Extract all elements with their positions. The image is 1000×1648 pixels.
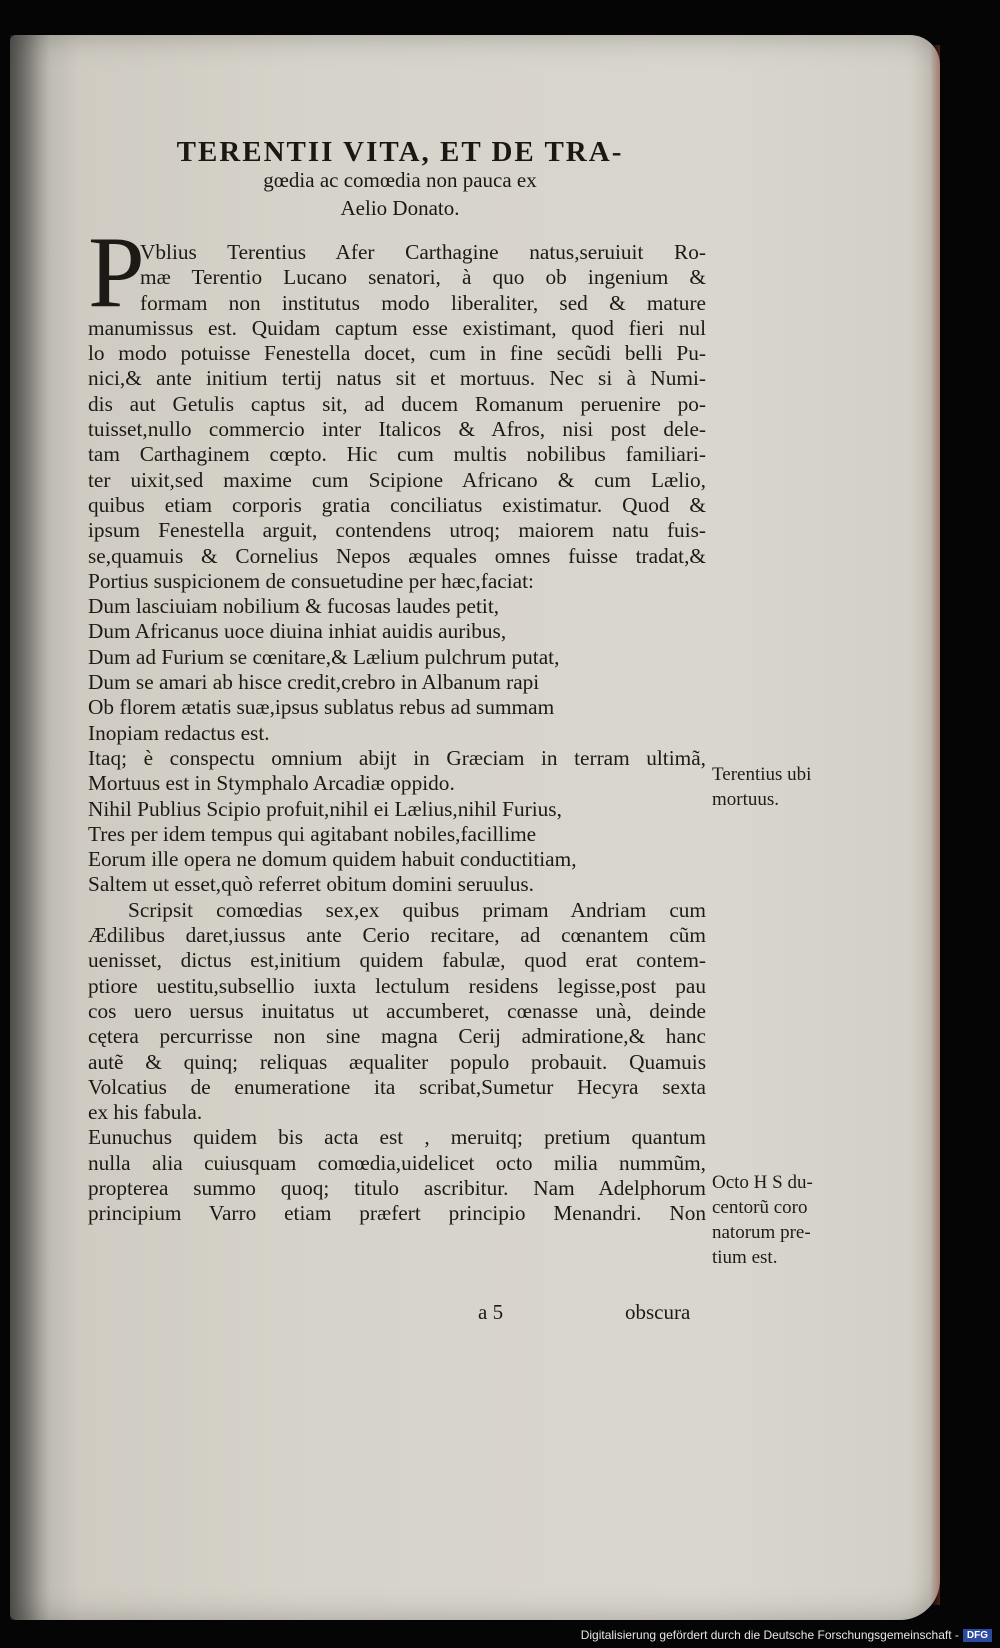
margin-note-line: natorum pre- — [712, 1222, 811, 1243]
text-line: quibus etiam corporis gratia conciliatus existimatur. Quod & — [88, 492, 706, 517]
verse-line: Tres per idem tempus qui agitabant nobiles,facillime — [88, 821, 537, 846]
margin-note-line: centorũ coro — [712, 1197, 808, 1218]
main-text-block — [88, 240, 706, 1227]
funding-footer — [581, 1626, 992, 1644]
verse-line: Eorum ille opera ne domum quidem habuit conductitiam, — [88, 847, 577, 872]
margin-note-line: tium est. — [712, 1247, 778, 1268]
verse-line: Itaq; è conspectu omnium abijt in Græciam in terram ultimã, — [88, 745, 706, 770]
text-line: nulla alia cuiusquam comœdia,uidelicet octo milia nummũm, — [88, 1150, 706, 1175]
margin-note-line: Octo H S du- — [712, 1172, 813, 1193]
text-line: tam Carthaginem cœpto. Hic cum multis nobilibus familiari- — [88, 442, 706, 467]
text-line: nici,& ante initium tertij natus sit et mortuus. Nec si à Numi- — [88, 366, 706, 391]
verse-line: Dum lasciuiam nobilium & fucosas laudes petit, — [88, 594, 500, 619]
text-line: Ædilibus daret,iussus ante Cerio recitare, ad cœnantem cũm — [88, 923, 706, 948]
gutter-shadow — [10, 35, 50, 1620]
margin-note-line: mortuus. — [712, 789, 780, 810]
text-line: autẽ & quinq; reliquas æqualiter populo probauit. Quamuis — [88, 1049, 706, 1074]
text-line: lo modo potuisse Fenestella docet, cum in fine secũdi belli Pu- — [88, 341, 706, 366]
text-line: Eunuchus quidem bis acta est , meruitq; pretium quantum — [88, 1125, 706, 1150]
text-line: se,quamuis & Cornelius Nepos æquales omnes fuisse tradat,& — [88, 543, 706, 568]
dfg-logo: DFG — [963, 1629, 992, 1642]
text-line: propterea summo quoq; titulo ascribitur. Nam Adelphorum — [88, 1175, 706, 1200]
text-line: ex his fabula. — [88, 1100, 203, 1125]
verse-line: Ob florem ætatis suæ,ipsus sublatus rebus ad summam — [88, 695, 555, 720]
page-title-line-1: TERENTII VITA, ET DE TRA- — [176, 136, 624, 168]
text-line: mæ Terentio Lucano senatori, à quo ob ingenium & — [140, 265, 706, 290]
text-line: Volcatius de enumeratione ita scribat,Sumetur Hecyra sexta — [88, 1074, 706, 1099]
text-line: Scripsit comœdias sex,ex quibus primam Andriam cum — [128, 897, 706, 922]
text-line: tuisset,nullo commercio inter Italicos & Afros, nisi post dele- — [88, 417, 706, 442]
verse-line: Saltem ut esset,quò referret obitum domini seruulus. — [88, 872, 534, 897]
signature-mark: a 5 — [478, 1300, 504, 1324]
text-line: manumissus est. Quidam captum esse existimant, quod fieri nul — [88, 315, 706, 340]
text-line: cos uero uersus inuitatus ut accumberet, cœnasse unà, deinde — [88, 998, 706, 1023]
verse-line: Inopiam redactus est. — [88, 720, 270, 745]
page-title-line-2: gœdia ac comœdia non pauca ex — [263, 168, 537, 192]
text-line: ptiore uestitu,subsellio iuxta lectulum residens legisse,post pau — [88, 973, 706, 998]
text-line: Portius suspicionem de consuetudine per hæc,faciat: — [88, 568, 534, 593]
text-line: principium Varro etiam præfert principio Menandri. Non — [88, 1201, 706, 1226]
text-line: ipsum Fenestella arguit, contendens utroq; maiorem natu fuis- — [88, 518, 706, 543]
verse-line: Dum Africanus uoce diuina inhiat auidis auribus, — [88, 619, 507, 644]
text-line: uenisset, dictus est,initium quidem fabulæ, quod erat contem- — [88, 948, 706, 973]
funding-text: Digitalisierung gefördert durch die Deutsche Forschungsgemeinschaft - — [580, 1628, 959, 1642]
text-line: cętera percurrisse non sine magna Cerij admiratione,& hanc — [88, 1024, 706, 1049]
catchword: obscura — [625, 1300, 691, 1324]
drop-capital: P — [88, 216, 145, 329]
text-line: formam non institutus modo liberaliter, sed & mature — [140, 290, 706, 315]
text-line: Vblius Terentius Afer Carthagine natus,seruiuit Ro- — [140, 240, 706, 264]
verse-line: Mortuus est in Stymphalo Arcadiæ oppido. — [88, 771, 455, 796]
page-edge — [930, 45, 940, 1605]
verse-line: Dum se amari ab hisce credit,crebro in Albanum rapi — [88, 670, 540, 695]
text-line: ter uixit,sed maxime cum Scipione Africano & cum Lælio, — [88, 467, 706, 492]
verse-line: Dum ad Furium se cœnitare,& Lælium pulchrum putat, — [88, 644, 560, 669]
text-line: dis aut Getulis captus sit, ad ducem Romanum peruenire po- — [88, 391, 706, 416]
page-title-line-3: Aelio Donato. — [340, 196, 460, 220]
margin-note-price — [712, 1170, 852, 1270]
verse-line: Nihil Publius Scipio profuit,nihil ei Lælius,nihil Furius, — [88, 796, 562, 821]
margin-note-death — [712, 762, 852, 812]
margin-note-line: Terentius ubi — [712, 764, 812, 785]
